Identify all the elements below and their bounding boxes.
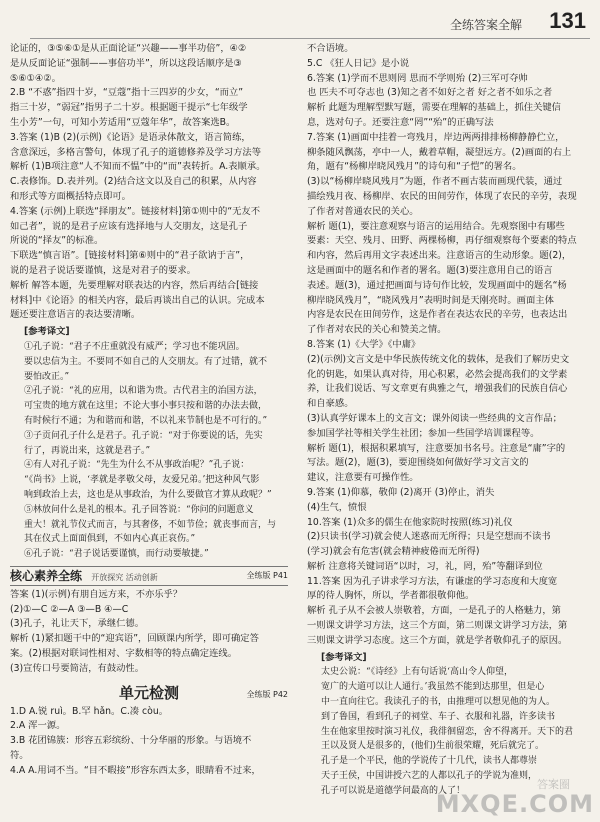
unit-test-heading — [10, 683, 288, 703]
header-title: 全练答案全解 — [449, 18, 522, 32]
core-section-title: 核心素养全练 — [10, 568, 83, 583]
text-line: 要素：天空、残月、田野、两棵杨柳，再仔细观察每个要素的特点 — [307, 235, 577, 247]
text-line: 宽广的大道可以让人通行。’我虽然不能到达那里，但是心 — [321, 682, 545, 693]
text-line: 了作者对农民的关心和赞美之情。 — [307, 324, 447, 336]
text-line: 如己者”，说的是君子应该有选择地与人交朋友，这是孔子 — [10, 220, 248, 232]
text-line: 孔子可以说是道德学问最高的人了！ — [321, 785, 466, 796]
core-section-page-ref: 全练版 P41 — [246, 570, 288, 580]
text-line: C.表修饰。D.表并列。(2)结合这文以及自己的积累，从内容 — [10, 176, 257, 188]
text-line: 和自豪感。 — [307, 398, 354, 410]
watermark-sub: 答案圈 — [537, 778, 570, 791]
text-line: 和形式等方面概括特点即可。 — [10, 190, 131, 202]
text-line: 不合语境。 — [307, 43, 354, 54]
text-line: 这是画面中的题名和作者的署名。题(3)要注意用自己的语言 — [307, 264, 553, 276]
left-column — [10, 42, 288, 779]
text-line: (2)①—C ②—A ③—B ④—C — [10, 603, 129, 615]
text-line: 4.答案 (示例)上联选“择朋友”。链接材料]第①则中的“无友不 — [10, 205, 261, 217]
text-line: 解析 (1)B项注意“人不知而不愠”中的“而”表转折。A.表顺承。 — [10, 161, 266, 173]
text-line: 一则课文讲学习方法，这三个方面，第二则课文讲学习方法，第 — [307, 620, 568, 632]
text-line: 柳岸晓风残月”，“晓风残月”表明时间是天刚亮时。画面主体 — [307, 294, 554, 306]
text-line: 10.答案 (1)众多的儒生在他家院时按照(练习)礼仪 — [307, 516, 513, 528]
text-line: (3)以“杨柳岸晓风残月”为题，作者不画古装而画现代装，通过 — [307, 176, 563, 188]
text-line: ①孔子说：“君子不庄重就没有威严；学习也不能巩固。 — [24, 341, 245, 352]
text-line: 养，让我们说话、写文章更有典雅之气，增强我们的民族自信心 — [307, 383, 568, 395]
text-line: 了作者对普通农民的关心。 — [307, 205, 419, 217]
text-line: 厚的待人胸怀，所以，学者都很敬仰他。 — [307, 590, 475, 602]
unit-test-title: 单元检测 — [118, 683, 179, 702]
text-line: 11.答案 因为孔子讲求学习方法，有谦虚的学习态度和大度宽 — [307, 575, 558, 587]
text-line: 解析 题(1)，根据积累填写，注意要加书名号。注意是“庸”字的 — [307, 442, 566, 454]
text-line: 答案 (1)(示例)有朋自远方来，不亦乐乎？ — [10, 588, 183, 600]
text-line: (2)(示例)文言文是中华民族传统文化的载体，是我们了解历史文 — [307, 353, 570, 365]
text-line: ③子贡问孔子什么是君子。孔子说：“对于你要说的话，先实 — [24, 430, 263, 441]
text-line: 建议，注意要有可操作性。 — [307, 472, 419, 484]
text-line: 3.B 花团锦簇：形容五彩缤纷、十分华丽的形象。与语境不 — [10, 735, 252, 747]
text-line: 题还要注意语言的表达要清晰。 — [10, 309, 141, 321]
text-line: 说的是君子说话要谨慎，这是对君子的要求。 — [10, 264, 196, 276]
right-reference-title: [参考译文] — [321, 651, 367, 663]
text-line: ⑤⑥①④②。 — [10, 72, 61, 84]
text-line: ⑤林放问什么是礼的根本。孔子回答说：“你问的问题意义 — [24, 504, 254, 515]
text-line: 要以忠信为主。不要同不如自己的人交朋友。有了过错，就不 — [24, 356, 268, 367]
text-line: 三则课文讲学习态度。这三个方面，就是学者敬仰孔子的原因。 — [307, 634, 568, 646]
text-line: ②孔子说：“礼的应用，以和谐为贵。古代君主的治国方法， — [24, 386, 263, 397]
core-literacy-section — [10, 566, 288, 586]
text-line: 响到政治上去，这也是从事政治，为什么要做官才算从政呢？” — [24, 489, 272, 500]
text-line: 指三十岁，“弱冠”指男子二十岁。根据题干提示“七年级学 — [10, 102, 248, 114]
text-line: 中一直向往它。我读孔子的书，由推理可以想见他的为人。 — [321, 697, 556, 708]
page-number: 131 — [549, 8, 586, 33]
text-line: 1.D A.锐 ruì。B.罕 hǎn。C.凑 còu。 — [10, 705, 169, 717]
left-reference-translation — [10, 340, 288, 562]
text-line: 7.答案 (1)画面中挂着一弯残月，岸边两两排排杨柳静静伫立， — [307, 131, 565, 143]
text-line: 其在仪式上面面俱到，不如内心真正哀伤。” — [24, 534, 196, 545]
text-line: 5.C 《狂人日记》是小说 — [307, 57, 409, 69]
text-line: 9.答案 (1)仰慕，敬仰 (2)离开 (3)停止，消失 — [307, 486, 495, 498]
text-line: (3)宣传口号要简洁，有鼓动性。 — [10, 662, 145, 674]
text-line: 4.A A.用词不当。“目不暇接”形容东西太多，眼睛看不过来， — [10, 764, 261, 776]
text-line: 生在他家里按时演习礼仪，我徘徊留恋，舍不得离开。天下的君 — [321, 726, 574, 737]
core-section-subtitle: 开放探究 活动创新 — [91, 572, 158, 582]
text-line: 材料]中《论语》的相关内容，最后再谈出自己的认识。完成本 — [10, 294, 265, 306]
text-line: 可宝贵的地方就在这里；不论大事小事只按和谐的办法去做， — [24, 401, 268, 412]
text-line: 论证的，③⑤⑥①是从正面论证“兴趣——事半功倍”，④② — [10, 43, 247, 54]
text-line: 解析 孔子从不会被人崇敬着，方面，一是孔子的人格魅力，第 — [307, 605, 561, 617]
text-line: 符。 — [10, 750, 29, 762]
page-header — [0, 0, 600, 42]
text-line: 息，选对句子。还要注意“罔”“殆”的正确写法 — [307, 116, 494, 128]
text-line: 王以及贤人是很多的，(他们)生前很荣耀，死后就完了。 — [321, 741, 545, 752]
text-line: 解析 解答本题，先要理解对联表达的内容，然后再结合[链接 — [10, 279, 259, 291]
text-line: 内容是农民在田间劳作，这是作者在表达农民的辛劳，也表达出 — [307, 309, 568, 321]
right-answers — [307, 42, 585, 649]
text-line: 参加国学社等相关学生社团；参加一些国学培训课程等。 — [307, 427, 540, 439]
right-column — [307, 42, 585, 799]
left-answers-part-c — [10, 705, 288, 779]
text-line: 角，题有“杨柳岸晓风残月”的诗句和“子恺”的署名。 — [307, 161, 522, 173]
text-line: 6.答案 (1)学而不思则罔 思而不学则殆 (2)三军可夺帅 — [307, 72, 528, 84]
text-line: 下联选“慎言语”。[链接材料]第⑥则中的“君子欲讷于言”， — [10, 250, 250, 262]
text-line: 解析 题(1)，要注意观察与语言的运用结合。先观察图中有哪些 — [307, 220, 565, 232]
text-line: 含意深远，多格言警句，体现了孔子的道德修养及学习方法等 — [10, 146, 262, 158]
text-line: 和内容，然后再用文字表述出来。注意语言的生动形象。题(2)， — [307, 250, 572, 262]
text-line: 太史公说：“《诗经》上有句话说‘高山令人仰望， — [321, 667, 513, 678]
text-line: (学习)就会有危害(就会精神疲倦而无所得) — [307, 546, 480, 558]
text-line: 写法。题(2)，题(3)，要迎围绕如何做好学习文言文的 — [307, 457, 529, 469]
text-line: 8.答案 (1)《大学》《中庸》 — [307, 338, 421, 350]
text-line: 案。(2)根据对联词性相对、字数相等的特点确定连线。 — [10, 648, 237, 660]
watermark-logo: MXQE.COM — [435, 790, 594, 818]
text-line: 有时候行不通；为和谐而和谐，不以礼来节制也是不可行的。” — [24, 415, 268, 426]
text-line: 柳条随风飘荡，亭中一人，戴着草帽，凝望远方。(2)画面的右上 — [307, 146, 572, 158]
header-divider — [30, 38, 590, 39]
text-line: 表述。题(3)，通过把画面与诗句作比较，发现画面中的题名“杨 — [307, 279, 567, 291]
text-line: 解析 注意将关键词语“以时，习，礼，罔，殆”等翻译到位 — [307, 560, 543, 572]
text-line: (4)生气，愤恨 — [307, 501, 367, 513]
text-line: 孔子是一个平民，他的学说传了十几代，读书人都尊崇 — [321, 756, 538, 767]
left-reference-title: [参考译文] — [24, 326, 70, 338]
text-line: 所说的“择友”的标准。 — [10, 235, 104, 247]
text-line: 也 匹夫不可夺志也 (3)知之者不如好之者 好之者不如乐之者 — [307, 87, 553, 99]
text-line: (3)认真学好课本上的文言文；课外阅读一些经典的文言作品； — [307, 412, 562, 424]
text-line: 3.答案 (1)B (2)(示例)《论语》是语录体散文，语言简练， — [10, 131, 251, 143]
text-line: 重大！就礼节仪式而言，与其奢侈，不如节俭；就丧事而言，与 — [24, 519, 277, 530]
left-answers-part-b — [10, 588, 288, 677]
text-line: 化的钥匙，如果认真对待，用心积累，必然会提高我们的文学素 — [307, 368, 568, 380]
text-line: ④有人对孔子说：“先生为什么不从事政治呢？”孔子说： — [24, 460, 250, 471]
text-line: 描绘残月夜、杨柳岸、农民的田间劳作，体现了农民的辛劳，表现 — [307, 190, 577, 202]
text-line: 是从反面论证“强制——事倍功半”，所以这段话顺序是③ — [10, 57, 242, 69]
text-line: 解析 (1)紧扣题干中的“迎宾语”，回顾课内所学，即可确定答 — [10, 633, 259, 645]
text-line: “《尚书》上说，‘孝就是孝敬父母，友爱兄弟。’把这种风气影 — [24, 475, 260, 486]
text-line: 行了，再说出来，这就是君子。” — [24, 445, 151, 456]
text-line: (3)孔子，礼让天下，承继仁德。 — [10, 618, 145, 630]
text-line: 要怕改正。” — [24, 371, 70, 382]
text-line: 解析 此题为理解型默写题，需要在理解的基础上，抓住关键信 — [307, 102, 561, 114]
text-line: 天子王侯，中国讲授六艺的人都以孔子的学说为准则， — [321, 771, 538, 782]
text-line: (2)只读书(学习)就会使人迷惑而无所得；只是空想而不读书 — [307, 531, 551, 543]
unit-test-page-ref: 全练版 P42 — [246, 689, 288, 699]
text-line: ⑥孔子说：“君子说话要谨慎，而行动要敏捷。” — [24, 549, 209, 560]
text-line: 到了鲁国，看到孔子的祠堂、车子、衣服和礼器，许多读书 — [321, 711, 556, 722]
text-line: 生小芳”一句，可知小芳适用“豆蔻年华”，故答案选B。 — [10, 116, 236, 128]
text-line: 2.A 浑一源。 — [10, 720, 66, 732]
text-line: 2.B “不惑”指四十岁，“豆蔻”指十三四岁的少女，“而立” — [10, 87, 244, 99]
left-answers-part-a — [10, 42, 288, 323]
